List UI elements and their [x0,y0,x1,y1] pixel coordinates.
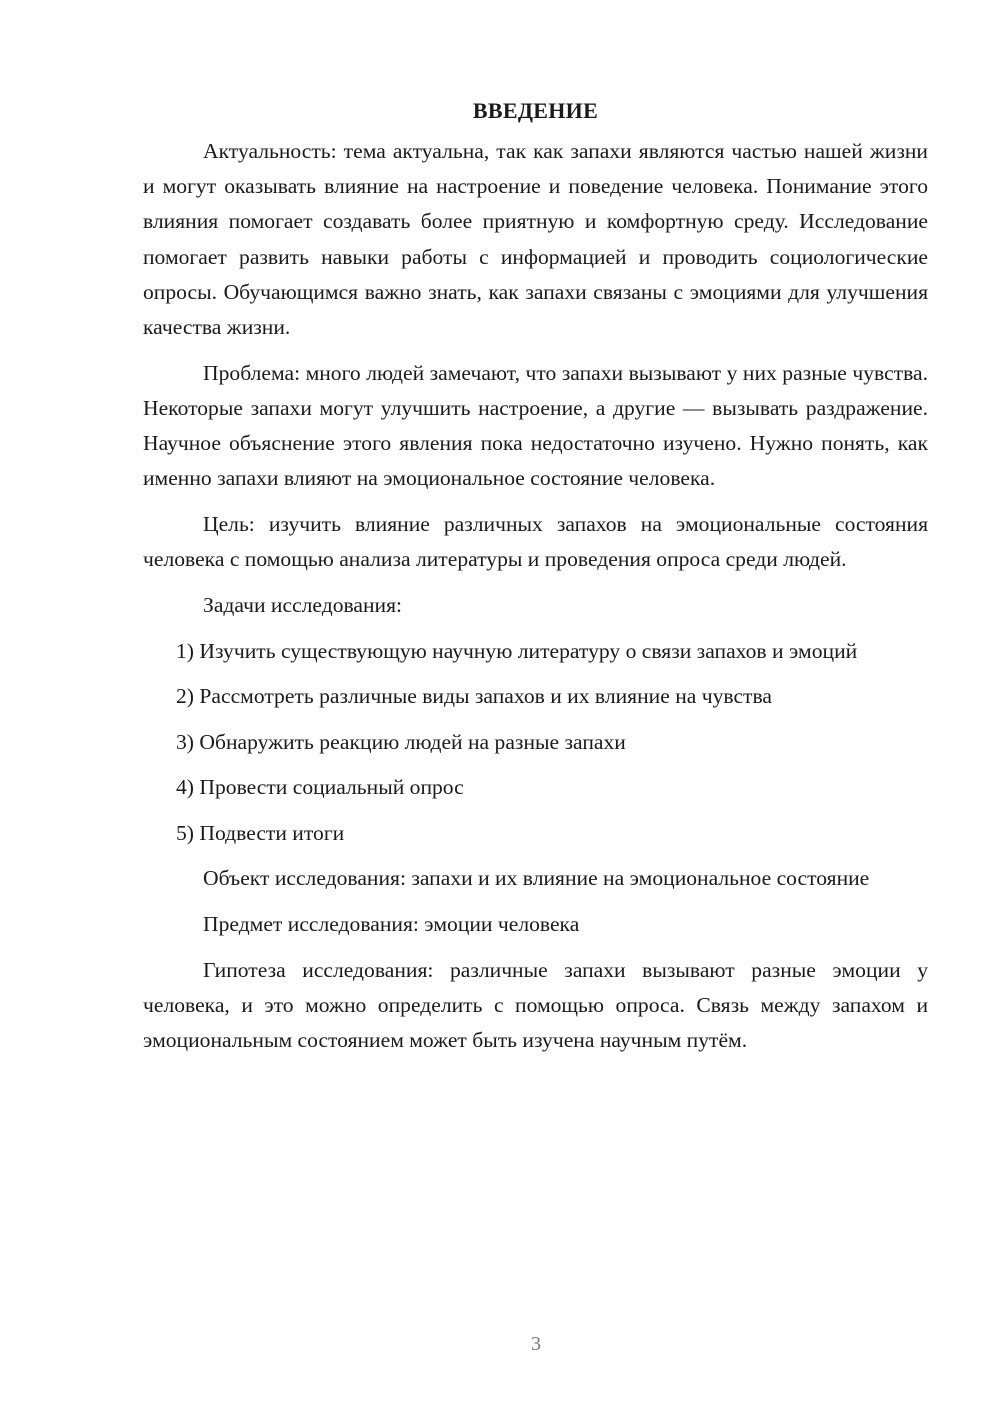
tasks-heading: Задачи исследования: [203,592,403,617]
task-item: 4) Провести социальный опрос [176,775,464,800]
task-item: 1) Изучить существующую научную литературу о связи запахов и эмоций [176,638,858,663]
relevance-paragraph: Актуальность: тема актуальна, так как запахи являются частью нашей жизни и могут оказывать влияние на настроение и поведение человека. Понимание этого влияния помогает создавать более приятную и комфортную среду. Исследование помогает развить навыки работы с информацией и проводить социологические опросы. Обучающимся важно знать, как запахи связаны с эмоциями для улучшения качества жизни. [143,139,928,340]
hypothesis-paragraph: Гипотеза исследования: различные запахи вызывают разные эмоции у человека, и это можно определить с помощью опроса. Связь между запахом и эмоциональным состоянием может быть изучена научным путём. [143,957,928,1052]
page-number: 3 [531,1333,541,1355]
task-item: 3) Обнаружить реакцию людей на разные запахи [176,729,626,754]
page-title: ВВЕДЕНИЕ [472,98,599,123]
goal-paragraph: Цель: изучить влияние различных запахов на эмоциональные состояния человека с помощью анализа литературы и проведения опроса среди людей. [143,512,928,572]
task-item: 5) Подвести итоги [176,820,345,845]
subject-paragraph: Предмет исследования: эмоции человека [203,911,580,936]
document-page [143,96,928,1069]
problem-paragraph: Проблема: много людей замечают, что запахи вызывают у них разные чувства. Некоторые запахи могут улучшить настроение, а другие — вызывать раздражение. Научное объяснение этого явления пока недостаточно изучено. Нужно понять, как именно запахи влияют на эмоциональное состояние человека. [143,360,928,491]
object-paragraph: Объект исследования: запахи и их влияние на эмоциональное состояние [203,866,870,891]
task-item: 2) Рассмотреть различные виды запахов и их влияние на чувства [176,684,772,709]
